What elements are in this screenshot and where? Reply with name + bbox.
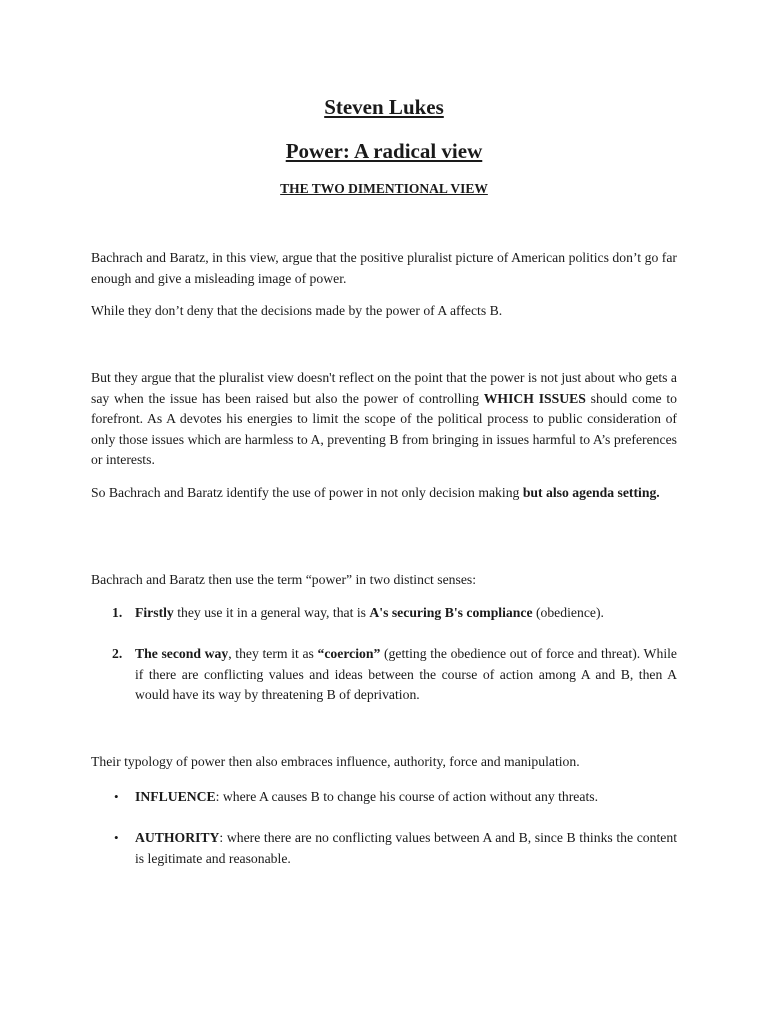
emphasis-text: The second way [135,646,229,661]
list-item [135,603,677,624]
list-item [135,787,677,808]
emphasis-text: “coercion” [317,646,381,661]
list-item-text: (obedience). [532,605,604,620]
emphasis-text: A's securing B's compliance [369,605,533,620]
list-item-text: , they term it as [228,646,318,661]
paragraph-text: should come to forefront. As A devotes his energies to limit the scope of the political process to public consideration of only those issues which are harmless to A, preventing B from bringing in issues harmful to A’s preferences or interests. [91,390,678,468]
list-item [135,644,677,706]
paragraph-two-senses: Bachrach and Baratz then use the term “power” in two distinct senses: [91,572,477,587]
paragraph-typology: Their typology of power then also embraces influence, authority, force and manipulation. [91,754,580,769]
bullet-icon: • [114,789,119,804]
list-item-text: : where there are no conflicting values between A and B, since B thinks the content is legitimate and reasonable. [135,830,677,866]
list-item-text: (getting the obedience out of force and threat). While if there are conflicting values and ideas between the course of action among A and B, then A would have its way by threatening B of deprivation. [135,646,678,703]
paragraph-text: But they argue that the pluralist view doesn't reflect on the point that the power is not just about who gets a say when the issue has been raised but also the power of controlling [91,370,677,406]
paragraph-intro: Bachrach and Baratz, in this view, argue that the positive pluralist picture of American politics don’t go far enough and give a misleading image of power. [91,250,677,286]
paragraph-which-issues [91,368,677,471]
list-item [135,828,677,869]
paragraph-agenda-setting [91,483,677,504]
emphasis-text: but also agenda setting. [522,485,660,500]
list-item-text: : where A causes B to change his course of action without any threats. [215,789,599,804]
document-book-title: Power: A radical view [285,139,483,163]
paragraph-text: So Bachrach and Baratz identify the use of power in not only decision making [91,485,523,500]
list-number: 2. [112,646,123,661]
emphasis-text: WHICH ISSUES [483,390,586,406]
emphasis-text: INFLUENCE [135,789,216,804]
emphasis-text: Firstly [135,605,174,620]
section-heading: THE TWO DIMENTIONAL VIEW [280,181,488,196]
list-item-text: they use it in a general way, that is [173,605,370,620]
list-number: 1. [112,605,123,620]
document-author-title: Steven Lukes [324,95,444,119]
bullet-icon: • [114,830,119,845]
emphasis-text: AUTHORITY [135,830,220,845]
paragraph-decisions: While they don’t deny that the decisions made by the power of A affects B. [91,303,503,318]
